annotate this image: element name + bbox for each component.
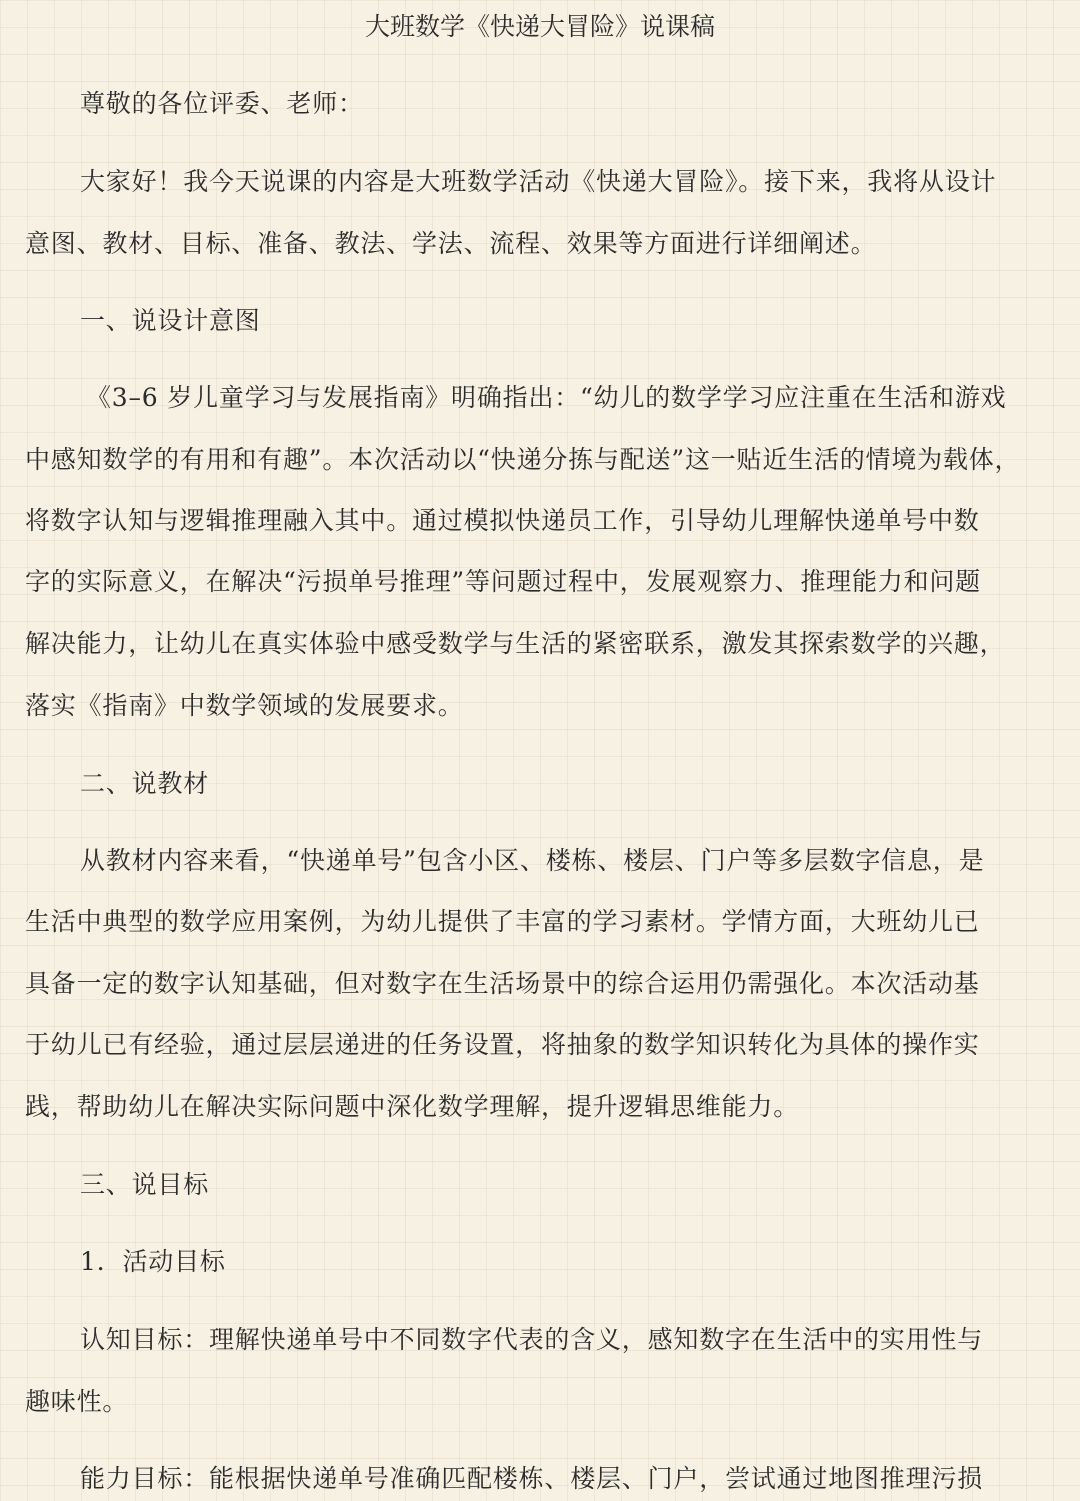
document-title: 大班数学《快递大冒险》说课稿 bbox=[364, 12, 715, 41]
materials-paragraph-line: 具备一定的数字认知基础，但对数字在生活场景中的综合运用仍需强化。本次活动基 bbox=[25, 969, 980, 998]
cognitive-goal-line: 趣味性。 bbox=[25, 1387, 129, 1416]
design-intent-paragraph-line: 解决能力，让幼儿在真实体验中感受数学与生活的紧密联系，激发其探索数学的兴趣， bbox=[25, 629, 1006, 658]
cognitive-goal-line: 认知目标：理解快递单号中不同数字代表的含义，感知数字在生活中的实用性与 bbox=[80, 1325, 984, 1354]
design-intent-paragraph-line: 《3–6 岁儿童学习与发展指南》明确指出：“幼儿的数学学习应注重在生活和游戏 bbox=[86, 383, 1007, 412]
section-heading-design-intent: 一、说设计意图 bbox=[80, 306, 261, 335]
materials-paragraph-line: 于幼儿已有经验，通过层层递进的任务设置，将抽象的数学知识转化为具体的操作实 bbox=[25, 1030, 980, 1059]
section-heading-materials: 二、说教材 bbox=[80, 769, 210, 798]
subheading-activity-goals: 1．活动目标 bbox=[80, 1247, 226, 1276]
materials-paragraph-line: 生活中典型的数学应用案例，为幼儿提供了丰富的学习素材。学情方面，大班幼儿已 bbox=[25, 907, 980, 936]
greeting: 尊敬的各位评委、老师： bbox=[80, 89, 364, 118]
design-intent-paragraph-line: 落实《指南》中数学领域的发展要求。 bbox=[25, 691, 464, 720]
materials-paragraph-line: 践，帮助幼儿在解决实际问题中深化数学理解，提升逻辑思维能力。 bbox=[25, 1092, 800, 1121]
design-intent-paragraph-line: 中感知数学的有用和有趣”。本次活动以“快递分拣与配送”这一贴近生活的情境为载体， bbox=[25, 445, 1021, 474]
materials-paragraph-line: 从教材内容来看，“快递单号”包含小区、楼栋、楼层、门户等多层数字信息，是 bbox=[80, 846, 985, 875]
design-intent-paragraph-line: 字的实际意义，在解决“污损单号推理”等问题过程中，发展观察力、推理能力和问题 bbox=[25, 567, 981, 596]
intro-paragraph-line: 意图、教材、目标、准备、教法、学法、流程、效果等方面进行详细阐述。 bbox=[25, 229, 877, 258]
section-heading-goals: 三、说目标 bbox=[80, 1170, 210, 1199]
ability-goal-line: 能力目标：能根据快递单号准确匹配楼栋、楼层、门户，尝试通过地图推理污损 bbox=[80, 1464, 984, 1493]
intro-paragraph-line: 大家好！我今天说课的内容是大班数学活动《快递大冒险》。接下来，我将从设计 bbox=[80, 167, 997, 196]
design-intent-paragraph-line: 将数字认知与逻辑推理融入其中。通过模拟快递员工作，引导幼儿理解快递单号中数 bbox=[25, 506, 980, 535]
